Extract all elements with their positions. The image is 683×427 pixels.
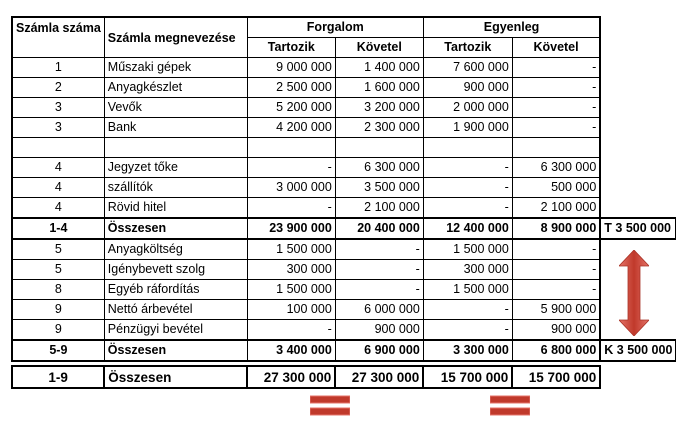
egyenleg-kovetel-cell: - [512, 280, 600, 300]
egyenleg-tartozik-cell: 1 500 000 [423, 239, 512, 260]
egyenleg-tartozik-cell: 3 300 000 [423, 340, 512, 361]
egyenleg-tartozik-cell: - [423, 178, 512, 198]
egyenleg-tartozik-cell: 1 900 000 [423, 118, 512, 138]
row-number: 3 [12, 118, 104, 138]
blank-row [12, 138, 676, 158]
row-name: Anyagköltség [104, 239, 247, 260]
egyenleg-kovetel-cell: - [512, 239, 600, 260]
header-forgalom-kovetel: Követel [335, 38, 423, 58]
forgalom-tartozik-cell: 27 300 000 [247, 366, 335, 388]
row-number: 5-9 [12, 340, 104, 361]
table-row [12, 178, 676, 198]
row-number: 4 [12, 158, 104, 178]
forgalom-tartozik-cell: 1 500 000 [247, 280, 335, 300]
row-number: 9 [12, 320, 104, 341]
egyenleg-tartozik-cell: 7 600 000 [423, 58, 512, 78]
table-row [12, 98, 676, 118]
forgalom-kovetel-cell: 3 200 000 [335, 98, 423, 118]
difference-label: T 3 500 000 [600, 218, 676, 239]
row-number: 5 [12, 260, 104, 280]
forgalom-kovetel-cell: 900 000 [335, 320, 423, 341]
egyenleg-kovetel-cell: 6 800 000 [512, 340, 600, 361]
egyenleg-tartozik-cell: 2 000 000 [423, 98, 512, 118]
forgalom-kovetel-cell: 1 400 000 [335, 58, 423, 78]
row-name: Bank [104, 118, 247, 138]
egyenleg-kovetel-cell: 6 300 000 [512, 158, 600, 178]
forgalom-tartozik-cell: 5 200 000 [247, 98, 335, 118]
forgalom-kovetel-cell: - [335, 239, 423, 260]
row-number: 1-4 [12, 218, 104, 239]
table-row [12, 198, 676, 219]
row-name: Pénzügyi bevétel [104, 320, 247, 341]
egyenleg-kovetel-cell: 5 900 000 [512, 300, 600, 320]
row-number: 1-9 [12, 366, 104, 388]
egyenleg-tartozik-cell: 15 700 000 [423, 366, 512, 388]
row-name: Rövid hitel [104, 198, 247, 219]
table-row [12, 260, 676, 280]
row-name: Anyagkészlet [104, 78, 247, 98]
forgalom-tartozik-cell: 4 200 000 [247, 118, 335, 138]
row-name: Igénybevett szolg [104, 260, 247, 280]
header-forgalom: Forgalom [247, 17, 423, 38]
egyenleg-kovetel-cell: 15 700 000 [512, 366, 600, 388]
forgalom-kovetel-cell: 6 900 000 [335, 340, 423, 361]
forgalom-kovetel-cell: - [335, 280, 423, 300]
row-name: Nettó árbevétel [104, 300, 247, 320]
forgalom-tartozik-cell: 3 000 000 [247, 178, 335, 198]
row-number: 3 [12, 98, 104, 118]
row-number: 2 [12, 78, 104, 98]
egyenleg-tartozik-cell: - [423, 300, 512, 320]
forgalom-kovetel-cell: 27 300 000 [335, 366, 423, 388]
forgalom-tartozik-cell: - [247, 198, 335, 219]
table-row [12, 320, 676, 341]
egyenleg-kovetel-cell: - [512, 78, 600, 98]
grand-total-row [12, 366, 676, 388]
row-name: Összesen [104, 366, 247, 388]
forgalom-kovetel-cell: 3 500 000 [335, 178, 423, 198]
forgalom-kovetel-cell: 1 600 000 [335, 78, 423, 98]
forgalom-tartozik-cell: 300 000 [247, 260, 335, 280]
difference-label: K 3 500 000 [600, 340, 676, 361]
egyenleg-kovetel-cell: 900 000 [512, 320, 600, 341]
row-number: 8 [12, 280, 104, 300]
row-number: 4 [12, 178, 104, 198]
header-egyenleg-tartozik: Tartozik [423, 38, 512, 58]
header-szamla-szama: Számla száma [12, 17, 104, 58]
forgalom-tartozik-cell: 1 500 000 [247, 239, 335, 260]
row-name: Összesen [104, 340, 247, 361]
row-name: Műszaki gépek [104, 58, 247, 78]
egyenleg-tartozik-cell: - [423, 320, 512, 341]
row-name: Jegyzet tőke [104, 158, 247, 178]
equals-icon [490, 394, 530, 418]
double-arrow-icon [619, 250, 649, 336]
header-forgalom-tartozik: Tartozik [247, 38, 335, 58]
header-szamla-megnevezese: Számla megnevezése [104, 17, 247, 58]
table-row [12, 158, 676, 178]
row-name: szállítók [104, 178, 247, 198]
subtotal-row-5-9 [12, 340, 676, 361]
table-row [12, 58, 676, 78]
header-egyenleg-kovetel: Követel [512, 38, 600, 58]
egyenleg-kovetel-cell: - [512, 118, 600, 138]
row-name: Összesen [104, 218, 247, 239]
forgalom-tartozik-cell: 100 000 [247, 300, 335, 320]
forgalom-kovetel-cell: 20 400 000 [335, 218, 423, 239]
egyenleg-tartozik-cell: 900 000 [423, 78, 512, 98]
table-row [12, 118, 676, 138]
forgalom-tartozik-cell: 23 900 000 [247, 218, 335, 239]
egyenleg-kovetel-cell: - [512, 98, 600, 118]
row-number: 1 [12, 58, 104, 78]
forgalom-tartozik-cell: 9 000 000 [247, 58, 335, 78]
egyenleg-tartozik-cell: 300 000 [423, 260, 512, 280]
forgalom-kovetel-cell: - [335, 260, 423, 280]
egyenleg-tartozik-cell: 12 400 000 [423, 218, 512, 239]
forgalom-kovetel-cell: 2 100 000 [335, 198, 423, 219]
row-number: 5 [12, 239, 104, 260]
egyenleg-kovetel-cell: - [512, 58, 600, 78]
forgalom-tartozik-cell: 2 500 000 [247, 78, 335, 98]
table-row [12, 239, 676, 260]
forgalom-kovetel-cell: 2 300 000 [335, 118, 423, 138]
table-row [12, 280, 676, 300]
equals-icon [310, 394, 350, 418]
egyenleg-tartozik-cell: - [423, 158, 512, 178]
row-name: Vevők [104, 98, 247, 118]
row-name: Egyéb ráfordítás [104, 280, 247, 300]
row-number: 9 [12, 300, 104, 320]
forgalom-kovetel-cell: 6 300 000 [335, 158, 423, 178]
table-row [12, 78, 676, 98]
ledger-table [11, 16, 676, 389]
egyenleg-tartozik-cell: 1 500 000 [423, 280, 512, 300]
header-egyenleg: Egyenleg [423, 17, 600, 38]
forgalom-kovetel-cell: 6 000 000 [335, 300, 423, 320]
forgalom-tartozik-cell: - [247, 158, 335, 178]
egyenleg-kovetel-cell: 8 900 000 [512, 218, 600, 239]
subtotal-row-1-4 [12, 218, 676, 239]
egyenleg-tartozik-cell: - [423, 198, 512, 219]
table-row [12, 300, 676, 320]
egyenleg-kovetel-cell: - [512, 260, 600, 280]
forgalom-tartozik-cell: - [247, 320, 335, 341]
egyenleg-kovetel-cell: 500 000 [512, 178, 600, 198]
egyenleg-kovetel-cell: 2 100 000 [512, 198, 600, 219]
row-number: 4 [12, 198, 104, 219]
forgalom-tartozik-cell: 3 400 000 [247, 340, 335, 361]
